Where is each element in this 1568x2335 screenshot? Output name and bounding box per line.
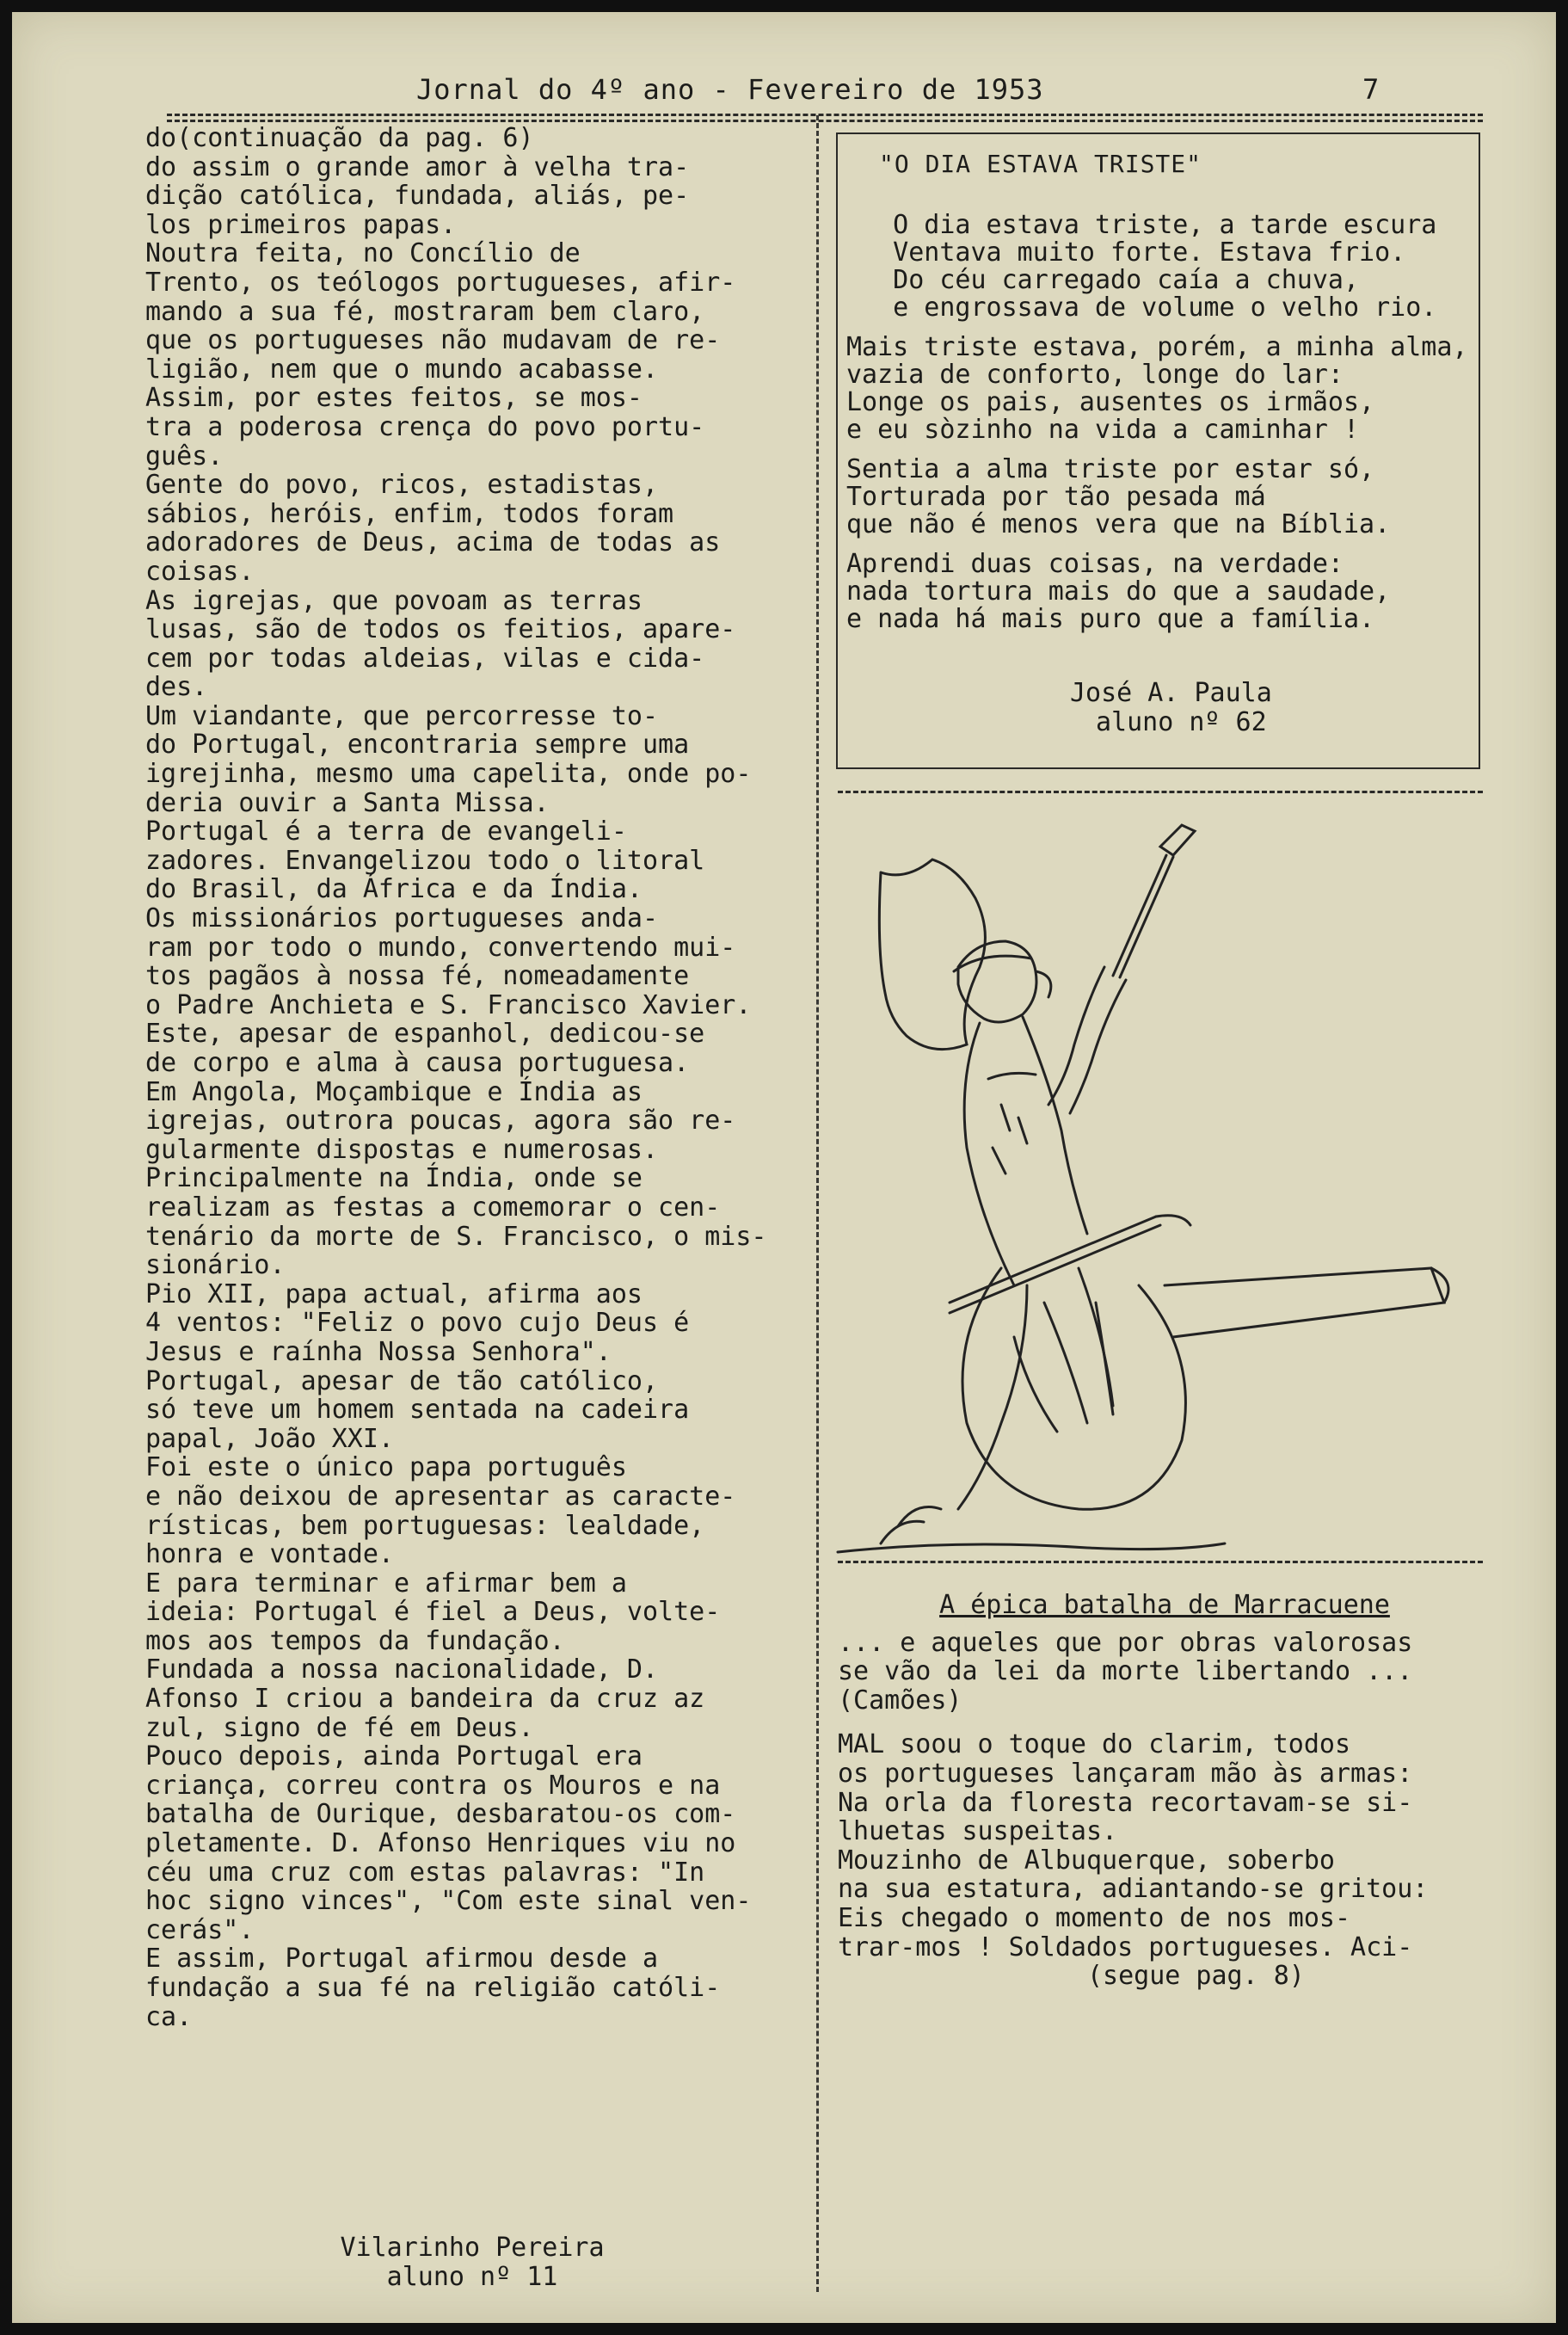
continuation-note: do(continuação da pag. 6) <box>145 123 534 153</box>
continued-note: (segue pag. 8) <box>1087 1961 1305 1992</box>
poem-stanza <box>846 456 1479 539</box>
left-paragraph: Gente do povo, ricos, estadistas, sábios, heróis, enfim, todos foram adoradores de Deus, acima de todas as coisas. <box>145 470 721 587</box>
left-paragraph: Assim, por estes feitos, se mos- tra a poderosa crença do povo portu- guês. <box>145 383 705 471</box>
poem-line: Sentia a alma triste por estar só, <box>846 454 1375 484</box>
poem-stanza <box>846 212 1479 322</box>
poem-body <box>846 212 1479 645</box>
right-paragraph: MAL soou o toque do clarim, todos os portugueses lançaram mão às armas: Na orla da floresta recortavam-se si- lhuetas suspeitas. <box>838 1729 1413 1847</box>
left-article <box>145 124 825 2031</box>
poem-line: Mais triste estava, porém, a minha alma, <box>846 332 1468 362</box>
right-paragraph: Eis chegado o momento de nos mos- trar-mos ! Soldados portugueses. Aci- <box>838 1902 1413 1962</box>
poem-signature <box>1070 679 1272 737</box>
poem-line: que não é menos vera que na Bíblia. <box>846 509 1391 539</box>
poem-box <box>836 132 1480 769</box>
right-article <box>838 1591 1491 1991</box>
header-rule <box>167 114 1483 116</box>
poem-line: e eu sòzinho na vida a caminhar ! <box>846 415 1360 445</box>
left-signature <box>335 2233 610 2292</box>
poem-line: Ventava muito forte. Estava frio. <box>846 237 1406 268</box>
poem-line: Torturada por tão pesada má <box>846 482 1266 512</box>
poem-line: Aprendi duas coisas, na verdade: <box>846 549 1344 579</box>
header-title: Jornal do 4º ano - Fevereiro de 1953 <box>416 73 1044 106</box>
article-separator <box>838 1561 1483 1563</box>
newspaper-page <box>12 12 1556 2323</box>
left-paragraph: E para terminar e afirmar bem a ideia: Portugal é fiel a Deus, volte- mos aos tempos da fundação. <box>145 1568 721 1656</box>
poem-stanza <box>846 551 1479 633</box>
left-paragraph: E assim, Portugal afirmou desde a fundação a sua fé na religião católi- ca. <box>145 1944 721 2032</box>
poem-line: e engrossava de volume o velho rio. <box>846 293 1437 323</box>
left-paragraph: As igrejas, que povoam as terras lusas, são de todos os feitios, apare- cem por todas aldeias, vilas e cida- des. <box>145 585 736 703</box>
left-paragraph: Pouco depois, ainda Portugal era criança, correu contra os Mouros e na batalha de Ourique, desbaratou-os com- pletamente. D. Afonso Henriques viu no céu uma cruz com estas palavras: "In hoc signo vinces", "Com este sinal ven- cerás". <box>145 1741 752 1945</box>
article-quote: ... e aqueles que por obras valorosas se vão da lei da morte libertando ... (Camões) <box>838 1627 1413 1716</box>
left-paragraph: Noutra feita, no Concílio de Trento, os teólogos portugueses, afir- mando a sua fé, mostraram bem claro, que os portugueses não mudavam de re- ligião, nem que o mundo acabasse. <box>145 238 736 385</box>
left-article-body <box>145 153 825 2032</box>
left-paragraph: Um viandante, que percorresse to- do Portugal, encontraria sempre uma igrejinha, mesmo uma capelita, onde po- deria ouvir a Santa Missa. <box>145 700 752 818</box>
header-rule-2 <box>167 120 1483 122</box>
left-paragraph: Portugal, apesar de tão católico, só teve um homem sentada na cadeira papal, João XXI. <box>145 1365 690 1454</box>
soldier-illustration <box>829 821 1491 1569</box>
poem-line: nada tortura mais do que a saudade, <box>846 576 1391 607</box>
poem-stanza <box>846 334 1479 444</box>
left-paragraph: Os missionários portugueses anda- ram por todo o mundo, convertendo mui- tos pagãos à nossa fé, nomeadamente o Padre Anchieta e S. Francisco Xavier. Este, apesar de espanhol, dedicou-se de corpo e alma à causa portuguesa. <box>145 903 752 1078</box>
left-paragraph: Principalmente na Índia, onde se realizam as festas a comemorar o cen- tenário da morte de S. Francisco, o mis- sionário. <box>145 1163 767 1281</box>
poem-separator <box>838 791 1483 793</box>
left-paragraph: Em Angola, Moçambique e Índia as igrejas, outrora poucas, agora são re- gularmente dispostas e numerosas. <box>145 1076 736 1165</box>
poem-signature-name: José A. Paula <box>1070 678 1272 708</box>
left-paragraph: Fundada a nossa nacionalidade, D. Afonso I criou a bandeira da cruz az zul, signo de fé em Deus. <box>145 1654 705 1743</box>
poem-line: O dia estava triste, a tarde escura <box>846 210 1437 240</box>
left-paragraph: do assim o grande amor à velha tra- dição católica, fundada, aliás, pe- los primeiros papas. <box>145 151 690 240</box>
page-number: 7 <box>1362 73 1380 106</box>
left-signature-name: Vilarinho Pereira <box>340 2233 605 2263</box>
left-paragraph: Pio XII, papa actual, afirma aos 4 ventos: "Feliz o povo cujo Deus é Jesus e raínha Nossa Senhora". <box>145 1278 690 1367</box>
poem-line: Do céu carregado caía a chuva, <box>846 265 1360 295</box>
poem-line: Longe os pais, ausentes os irmãos, <box>846 387 1375 417</box>
article-title: A épica batalha de Marracuene <box>939 1590 1390 1620</box>
right-article-body <box>838 1730 1491 1962</box>
left-paragraph: Foi este o único papa português e não deixou de apresentar as caracte- rísticas, bem portuguesas: lealdade, honra e vontade. <box>145 1452 736 1570</box>
left-signature-role: aluno nº 11 <box>386 2262 558 2292</box>
poem-title: "O DIA ESTAVA TRISTE" <box>879 150 1202 178</box>
left-paragraph: Portugal é a terra de evangeli- zadores. Envangelizou todo o litoral do Brasil, da África e da Índia. <box>145 816 705 905</box>
poem-line: e nada há mais puro que a família. <box>846 604 1375 634</box>
poem-signature-role: aluno nº 62 <box>1096 707 1267 737</box>
right-paragraph: Mouzinho de Albuquerque, soberbo na sua estatura, adiantando-se gritou: <box>838 1845 1429 1905</box>
poem-line: vazia de conforto, longe do lar: <box>846 360 1344 390</box>
page-header <box>12 64 1556 115</box>
